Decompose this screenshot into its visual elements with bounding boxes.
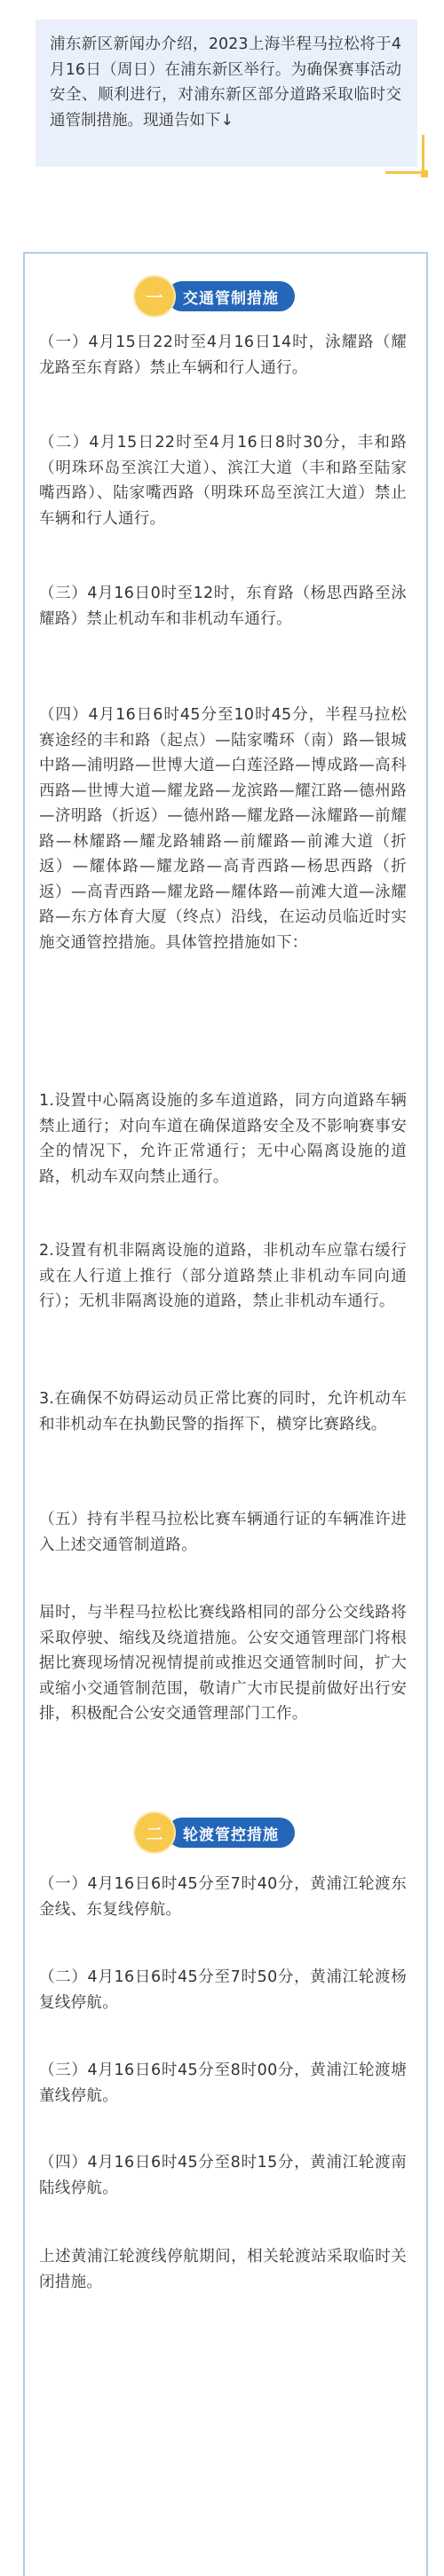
intro-card (36, 20, 417, 167)
section-1-paragraph: 1.设置中心隔离设施的多车道道路，同方向道路车辆禁止通行；对向车道在确保道路安全及不影响赛事安全的情况下，允许正常通行；无中心隔离设施的道路，机动车双向禁止通行。 (39, 1092, 407, 1186)
section-2-header (135, 1813, 295, 1852)
section-1-paragraph: （二）4月15日22时至4月16日8时30分，丰和路（明珠环岛至滨江大道）、滨江大道（丰和路至陆家嘴西路）、陆家嘴西路（明珠环岛至滨江大道）禁止车辆和行人通行。 (39, 434, 407, 528)
intro-corner-dot (421, 170, 428, 177)
section-2-paragraph: （一）4月16日6时45分至7时40分，黄浦江轮渡东金线、东复线停航。 (39, 1875, 407, 1919)
section-1-paragraph: （一）4月15日22时至4月16日14时，泳耀路（耀龙路至东育路）禁止车辆和行人通行。 (39, 334, 407, 377)
intro-text: 浦东新区新闻办介绍，2023上海半程马拉松将于4月16日（周日）在浦东新区举行。为确保赛事活动安全、顺利进行，对浦东新区部分道路采取临时交通管制措施。现通告如下↓ (50, 35, 401, 130)
section-2-paragraph: 上述黄浦江轮渡线停航期间，相关轮渡站采取临时关闭措施。 (39, 2248, 407, 2291)
section-1-title: 交通管制措施 (167, 281, 295, 311)
section-1-paragraph: 3.在确保不妨碍运动员正常比赛的同时，允许机动车和非机动车在执勤民警的指挥下，横穿比赛路线。 (39, 1390, 407, 1433)
section-1-header (135, 277, 295, 316)
section-1-paragraph: 届时，与半程马拉松比赛线路相同的部分公交线路将采取停驶、缩线及绕道措施。公安交通管理部门将根据比赛现场情况视情提前或推迟交通管制时间，扩大或缩小交通管制范围，敬请广大市民提前做好出行安排，积极配合公安交通管理部门工作。 (39, 1604, 407, 1723)
section-1-paragraph: 2.设置有机非隔离设施的道路，非机动车应靠右缓行或在人行道上推行（部分道路禁止非机动车同向通行）；无机非隔离设施的道路，禁止非机动车通行。 (39, 1242, 407, 1310)
section-2-number: 二 (135, 1813, 174, 1852)
section-1-paragraph: （四）4月16日6时45分至10时45分，半程马拉松赛途经的丰和路（起点）—陆家嘴环（南）路—银城中路—浦明路—世博大道—白莲泾路—博成路—高科西路—世博大道—耀龙路—龙滨路—耀江路—德州路—济明路（折返）—德州路—耀龙路—泳耀路—前耀路—林耀路—耀龙路辅路—前耀路—前滩大道（折返）—耀体路—耀龙路—高青西路—杨思西路（折返）—高青西路—耀龙路—耀体路—前滩大道—泳耀路—东方体育大厦（终点）沿线，在运动员临近时实施交通管控措施。具体管控措施如下： (39, 706, 407, 952)
section-2-paragraph: （四）4月16日6时45分至8时15分，黄浦江轮渡南陆线停航。 (39, 2154, 407, 2197)
section-1-paragraph: （三）4月16日0时至12时，东育路（杨思西路至泳耀路）禁止机动车和非机动车通行。 (39, 585, 407, 628)
section-2-title: 轮渡管控措施 (167, 1818, 295, 1848)
section-1-number: 一 (135, 277, 174, 316)
intro-corner-decoration (385, 135, 424, 174)
section-2-paragraph: （二）4月16日6时45分至7时50分，黄浦江轮渡杨复线停航。 (39, 1968, 407, 2012)
section-1-paragraph: （五）持有半程马拉松比赛车辆通行证的车辆准许进入上述交通管制道路。 (39, 1511, 407, 1554)
section-2-paragraph: （三）4月16日6时45分至8时00分，黄浦江轮渡塘董线停航。 (39, 2062, 407, 2105)
